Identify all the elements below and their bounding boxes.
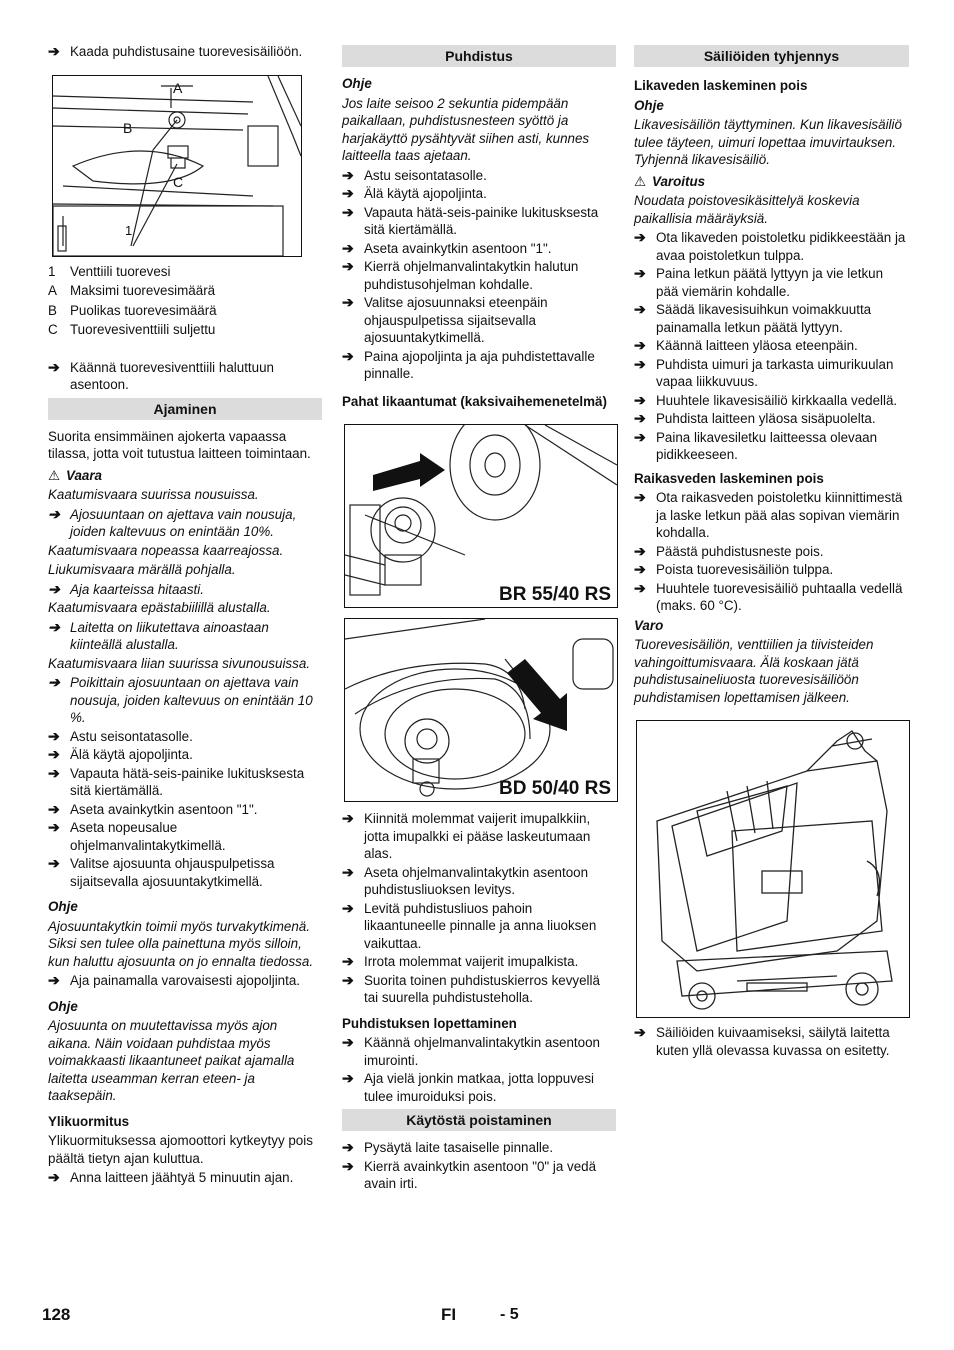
subsection-title: Ylikuormitus [48,1113,130,1129]
arrow-right-icon: ➔ [48,43,60,59]
legend-item: B Puolikas tuorevesimäärä [48,302,217,318]
arrow-right-icon: ➔ [342,258,354,274]
bd-machine-figure [344,618,618,802]
arrow-right-icon: ➔ [342,185,354,201]
arrow-right-icon: ➔ [634,561,646,577]
arrow-right-icon: ➔ [634,337,646,353]
danger-note: ⚠ Vaara [48,467,103,483]
valve-illustration [53,76,301,256]
note-title: Ohje [342,76,372,91]
arrow-right-icon: ➔ [342,1157,354,1174]
arrow-right-icon: ➔ [48,358,60,375]
arrow-right-icon: ➔ [48,674,60,690]
machine-tilted-illustration [637,721,909,1017]
legend-item: 1 Venttiili tuorevesi [48,263,171,279]
model-label-br: BR 55/40 RS [499,583,611,605]
warning-triangle-icon: ⚠ [48,467,61,483]
arrow-right-icon: ➔ [48,727,60,744]
arrow-right-icon: ➔ [342,1139,354,1155]
subsection-title: Pahat likaantumat (kaksivaihemenetelmä) [342,393,607,409]
arrow-right-icon: ➔ [48,855,60,871]
arrow-right-icon: ➔ [342,810,354,826]
subsection-title: Likaveden laskeminen pois [634,78,808,93]
arrow-right-icon: ➔ [342,1070,354,1086]
arrow-right-icon: ➔ [342,347,354,364]
model-label-bd: BD 50/40 RS [499,777,611,799]
arrow-right-icon: ➔ [342,239,354,256]
arrow-right-icon: ➔ [342,971,354,988]
fig-label-c: C [173,173,184,190]
legend-item: A Maksimi tuorevesimäärä [48,283,216,298]
section-header-puhdistus: Puhdistus [342,45,616,67]
arrow-right-icon: ➔ [48,580,60,597]
arrow-right-icon: ➔ [634,355,646,372]
column-1: ➔ Kaada puhdistusaine tuorevesisäiliöön. A B C 1 1 Venttiili tuorevesi A Maksimi tuorevesimäärä B Puolikas tuorevesimäärä C Tuorevesiventtiili suljettu ➔ Käännä tuorevesiventtiili haluttuun asentoon. Ajaminen Suorita ensimmäinen ajokerta vapaassa tilassa, jotta voit tutustua laitteen toimintaan. ⚠ Vaara Kaatumisvaara suurissa nousuissa. ➔ Ajosuuntaan on ajettava vain nousuja, joiden kaltevuus on enintään 10%. Kaatumisvaara nopeassa kaarreajossa. Liukumisvaara märällä pohjalla. ➔ Aja kaarteissa hitaasti. Kaatumisvaara epästabiilillä alustalla. ➔ Laitetta on liikutettava ainoastaan kiinteällä alustalla. Kaatumisvaara liian suurissa sivunousuissa. ➔ Poikittain ajosuuntaan on ajettava vain nousuja, joiden kaltevuus on enintään 10 %. ➔ Astu seisontatasolle. ➔ Älä käytä ajopoljinta. ➔ Vapauta hätä-seis-painike lukitusksesta sitä kiertämällä. ➔ Aseta avainkytkin asentoon "1". ➔ Aseta nopeusalue ohjelmanvalintakytkimellä. ➔ Valitse ajosuunta ohjauspulpetissa sijaitsevalla ajosuuntakytkimellä. Ohje Ajosuuntakytkin toimii myös turvakytkimenä. Siksi sen tulee olla painettuna myös silloin, kun haluttu ajosuunta on jo ennalta tiedossa. ➔ Aja painamalla varovaisesti ajopoljinta. Ohje Ajosuunta on muutettavissa myös ajon aikana. Näin voidaan puhdistaa myös voimakkaasti likaantuneet paikat ajamalla laitetta useamman kerran eteen- ja taaksepäin. Ylikuormitus Ylikuormituksessa ajomoottori kytkeytyy pois päältä tietyn ajan kuluttua. ➔ Anna laitteen jäähtyä 5 minuutin ajan. [48,43,322,1188]
step-item: ➔ Käännä tuorevesiventtiili haluttuun asentoon. [48,358,274,392]
arrow-right-icon: ➔ [342,899,354,916]
bd-brush-illustration [345,619,617,801]
arrow-right-icon: ➔ [48,618,60,635]
arrow-right-icon: ➔ [48,1169,60,1185]
arrow-right-icon: ➔ [342,863,354,880]
column-2: Puhdistus Ohje Jos laite seisoo 2 sekuntia pidempään paikallaan, puhdistusnesteen syöttö ja harjakäyttö pysähtyvät siihen asti, kunnes laitteella taas ajetaan. ➔ Astu seisontatasolle. ➔ Älä käytä ajopoljinta. ➔ Vapauta hätä-seis-painike lukitusksesta sitä kiertämällä. ➔ Aseta avainkytkin asentoon "1". ➔ Kierrä ohjelmanvalintakytkin halutun puhdistusohjelman kohdalle. ➔ Valitse ajosuunnaksi eteenpäin ohjauspulpetissa sijaitsevalla ajosuuntakytkimellä. ➔ Paina ajopoljinta ja aja puhdistettavalle pinnalle. Pahat likaantumat (kaksivaihemenetelmä) BR 55/40 RS BD 50/40 RS ➔ Kiinnitä molemmat vaijerit imupalkkiin, jotta imupalkki ei pääse laskeutumaan alas. ➔ Aseta ohjelmanvalintakytkin asentoon puhdistusliuoksen levitys. ➔ Levitä puhdistusliuos pahoin likaantuneelle pinnalle ja anna liuoksen vaikuttaa. ➔ Irrota molemmat vaijerit imupalkista. ➔ Suorita toinen puhdistuskierros kevyellä tai suurella puhdistusteholla. Puhdistuksen lopettaminen ➔ Käännä ohjelmanvalintakytkin asentoon imurointi. ➔ Aja vielä jonkin matkaa, jotta loppuvesi tulee imuroiduksi pois. Käytöstä poistaminen ➔ Pysäytä laite tasaiselle pinnalle. ➔ Kierrä avainkytkin asentoon "0" ja vedä avain irti. [342,43,616,1194]
note-title: Ohje [48,998,78,1014]
section-number: - 5 [500,1306,519,1323]
arrow-right-icon: ➔ [48,972,60,988]
legend-item: C Tuorevesiventtiili suljettu [48,322,216,337]
arrow-right-icon: ➔ [342,1034,354,1050]
page-number: 128 [42,1305,71,1324]
br-brush-illustration [345,425,617,607]
column-3: Säiliöiden tyhjennys Likaveden laskeminen pois Ohje Likavesisäiliön täyttyminen. Kun likavesisäiliö tulee täyteen, uimuri lopettaa imuvirtauksen. Tyhjennä likavesisäiliö. ⚠ Varoitus Noudata poistovesikäsittelyä koskevia paikallisia määräyksiä. ➔ Ota likaveden poistoletku pidikkeestään ja avaa poistoletkun tulppa. ➔ Paina letkun päätä lyttyyn ja vie letkun pää viemärin kohdalle. ➔ Säädä likavesisuihkun voimakkuutta painamalla letkun päätä lyttyyn. ➔ Käännä laitteen yläosa eteenpäin. ➔ Puhdista uimuri ja tarkasta uimurikuulan vapaa liikkuvuus. ➔ Huuhtele likavesisäiliö kirkkaalla vedellä. ➔ Puhdista laitteen yläosa sisäpuolelta. ➔ Paina likavesiletku laitteessa olevaan pidikkeeseen. Raikasveden laskeminen pois ➔ Ota raikasveden poistoletku kiinnittimestä ja laske letkun pää alas sopivan viemärin kohdalla. ➔ Päästä puhdistusneste pois. ➔ Poista tuorevesisäiliön tulppa. ➔ Huuhtele tuorevesisäiliö puhtaalla vedellä (maks. 60 °C). Varo Tuorevesisäiliön, venttiilien ja tiivisteiden vahingoittumisvaara. Älä koskaan jätä puhdistusaineliuosta tuorevesisäiliöön puhdistamisen lopettamisen jälkeen. ➔ Säiliöiden kuivaamiseksi, säilytä laitetta kuten yllä olevassa kuvassa on esitetty. [634,43,909,1060]
arrow-right-icon: ➔ [634,265,646,281]
arrow-right-icon: ➔ [342,953,354,969]
language-code: FI [441,1305,457,1324]
arrow-right-icon: ➔ [634,542,646,559]
arrow-right-icon: ➔ [48,746,60,762]
valve-figure [52,75,302,257]
br-machine-figure [344,424,618,608]
section-header-kaytosta-poistaminen: Käytöstä poistaminen [342,1109,616,1131]
arrow-right-icon: ➔ [634,1024,646,1040]
note-title: Ohje [634,97,664,113]
arrow-right-icon: ➔ [48,819,60,835]
arrow-right-icon: ➔ [634,229,646,245]
arrow-right-icon: ➔ [634,489,646,505]
warning-triangle-icon: ⚠ [634,173,647,189]
subsection-title: Raikasveden laskeminen pois [634,470,824,486]
arrow-right-icon: ➔ [634,428,646,445]
arrow-right-icon: ➔ [342,166,354,183]
arrow-right-icon: ➔ [342,294,354,310]
arrow-right-icon: ➔ [634,410,646,426]
warning-note: ⚠ Varoitus [634,173,706,189]
fig-label-a: A [173,79,183,96]
arrow-right-icon: ➔ [48,800,60,817]
fig-label-b: B [123,119,133,136]
arrow-right-icon: ➔ [342,203,354,220]
arrow-right-icon: ➔ [48,764,60,781]
fig-label-1: 1 [125,222,133,238]
arrow-right-icon: ➔ [634,301,646,317]
section-header-ajaminen: Ajaminen [48,398,322,420]
note-title: Ohje [48,899,78,914]
arrow-right-icon: ➔ [634,579,646,596]
subsection-title: Puhdistuksen lopettaminen [342,1015,517,1031]
tank-drying-figure [636,720,910,1018]
arrow-right-icon: ➔ [48,505,60,522]
section-header-tyhjennys: Säiliöiden tyhjennys [634,45,909,67]
note-title: Varo [634,617,664,633]
step-item: ➔ Kaada puhdistusaine tuorevesisäiliöön. [48,43,303,59]
arrow-right-icon: ➔ [634,391,646,408]
